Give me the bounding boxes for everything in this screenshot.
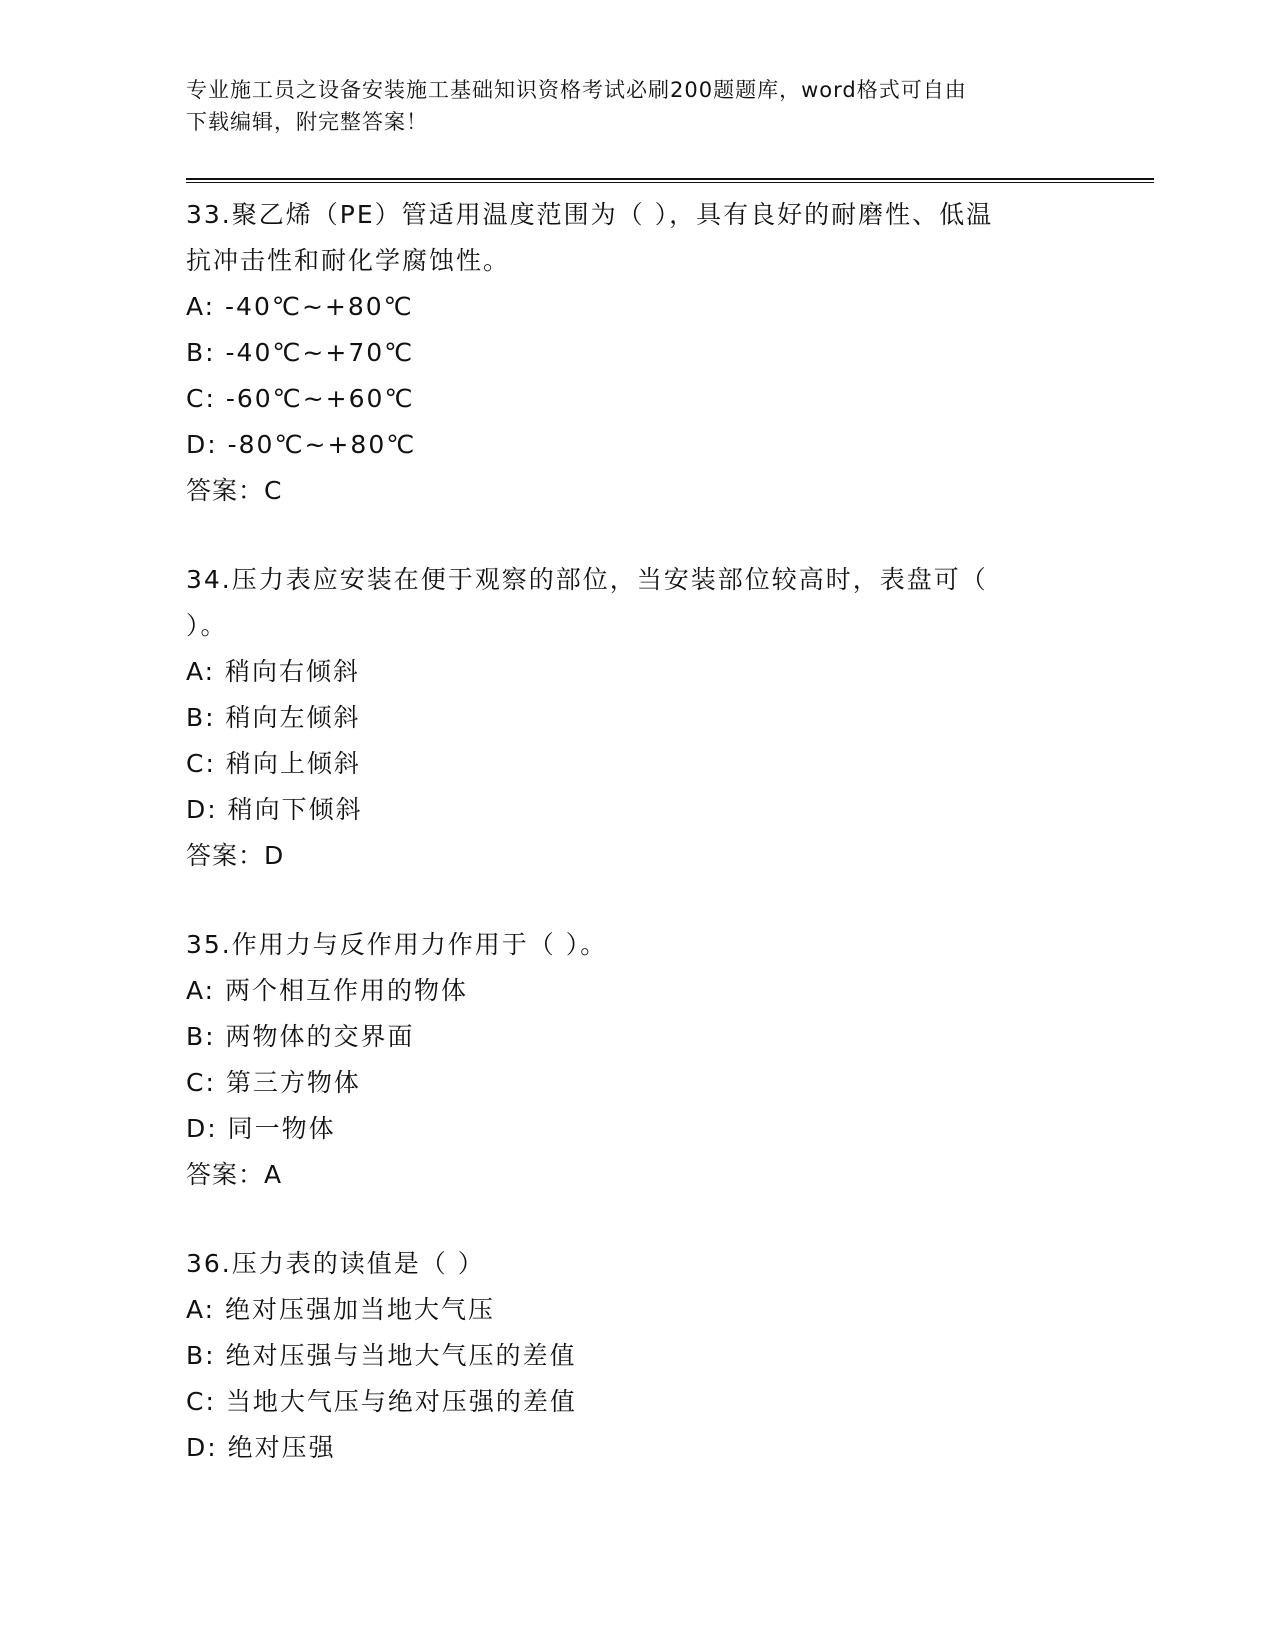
answer-line: 答案：C [186, 476, 283, 505]
document-header [186, 74, 1066, 138]
question-stem [186, 557, 1066, 649]
question-list [186, 192, 1066, 1514]
option-c: C: 稍向上倾斜 [186, 749, 361, 778]
option-a: A: -40℃~+80℃ [186, 292, 414, 321]
question-stem-line: 35.作用力与反作用力作用于（ ）。 [186, 930, 608, 959]
option-d: D: 稍向下倾斜 [186, 795, 363, 824]
option-d: D: -80℃~+80℃ [186, 430, 417, 459]
question-stem-line: 33.聚乙烯（PE）管适用温度范围为（ ），具有良好的耐磨性、低温 [186, 200, 994, 229]
option-b: B: -40℃~+70℃ [186, 338, 415, 367]
question-35 [186, 922, 1066, 1198]
question-stem-line: 34.压力表应安装在便于观察的部位，当安装部位较高时，表盘可（ [186, 565, 988, 594]
answer-line: 答案：A [186, 1160, 283, 1189]
option-d: D: 同一物体 [186, 1114, 336, 1143]
question-stem-line: ）。 [186, 611, 228, 640]
question-33 [186, 192, 1066, 514]
question-stem-line: 抗冲击性和耐化学腐蚀性。 [186, 246, 511, 275]
question-stem [186, 192, 1066, 284]
option-b: B: 稍向左倾斜 [186, 703, 361, 732]
question-34 [186, 557, 1066, 879]
header-line-2: 下载编辑，附完整答案！ [186, 110, 428, 134]
option-a: A: 两个相互作用的物体 [186, 976, 469, 1005]
answer-line: 答案：D [186, 841, 285, 870]
option-b: B: 绝对压强与当地大气压的差值 [186, 1341, 577, 1370]
option-a: A: 绝对压强加当地大气压 [186, 1295, 496, 1324]
option-c: C: 第三方物体 [186, 1068, 361, 1097]
question-stem-line: 36.压力表的读值是（ ） [186, 1249, 485, 1278]
question-stem [186, 1241, 1066, 1287]
option-b: B: 两物体的交界面 [186, 1022, 415, 1051]
option-c: C: 当地大气压与绝对压强的差值 [186, 1387, 577, 1416]
option-d: D: 绝对压强 [186, 1433, 336, 1462]
option-c: C: -60℃~+60℃ [186, 384, 415, 413]
header-divider [186, 178, 1154, 183]
header-line-1: 专业施工员之设备安装施工基础知识资格考试必刷200题题库，word格式可自由 [186, 78, 967, 102]
question-36 [186, 1241, 1066, 1471]
option-a: A: 稍向右倾斜 [186, 657, 361, 686]
question-stem [186, 922, 1066, 968]
